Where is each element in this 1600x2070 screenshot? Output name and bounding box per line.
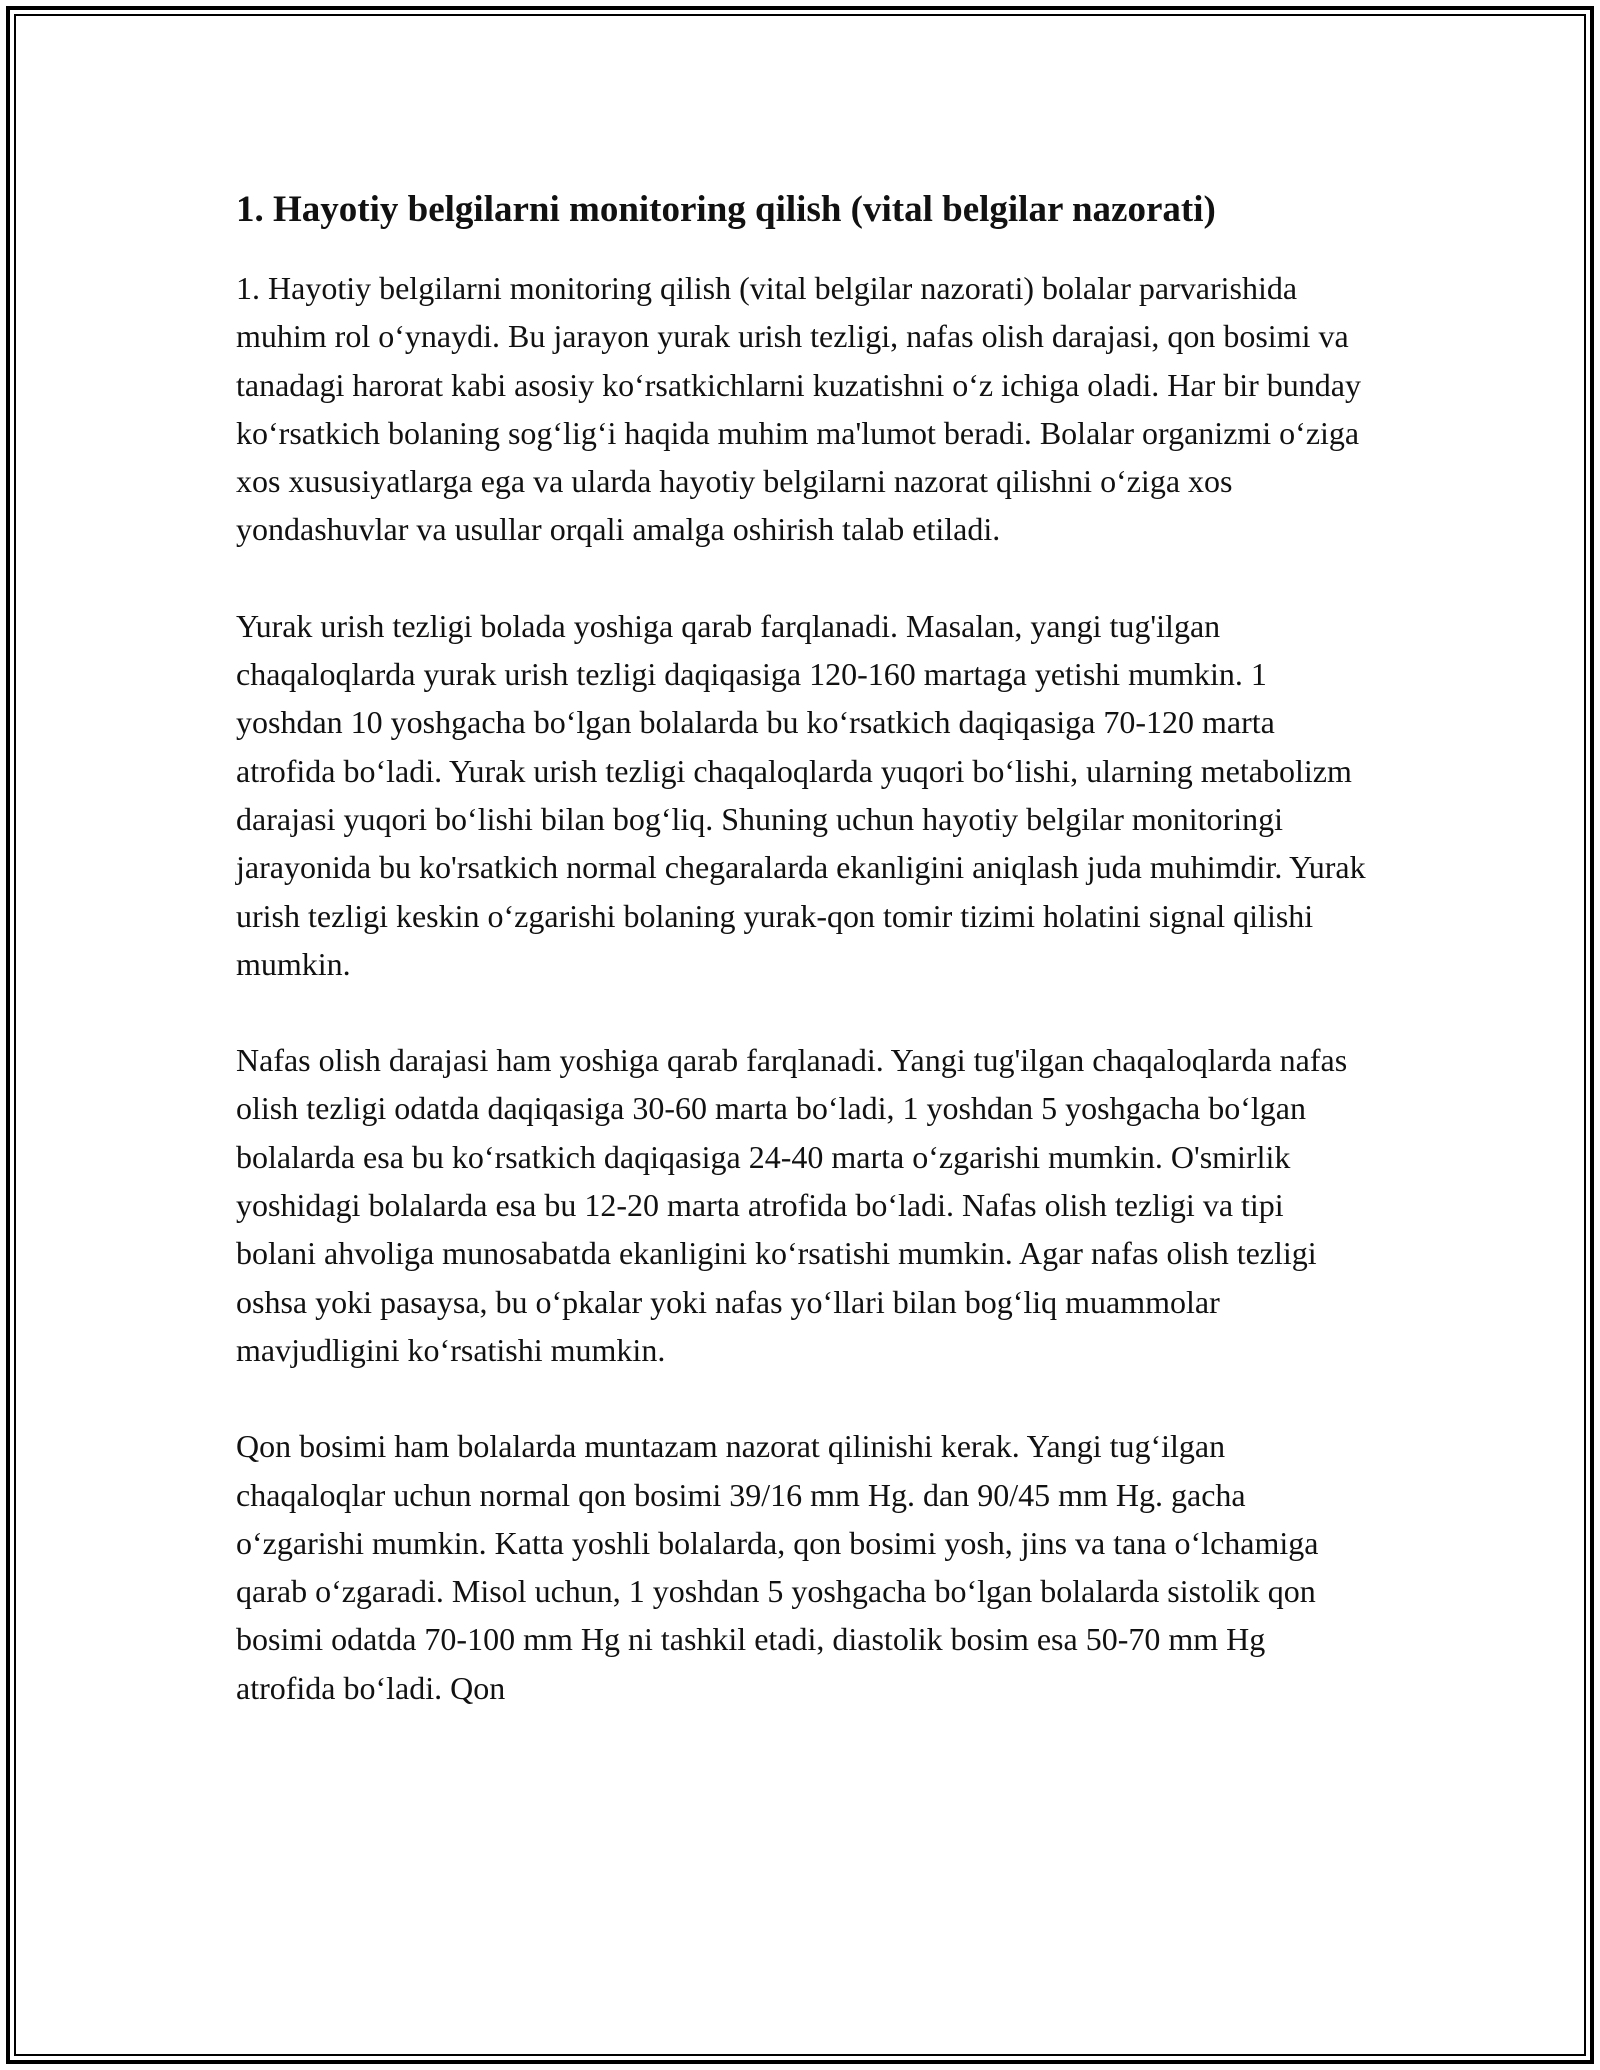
paragraph-respiratory-rate: Nafas olish darajasi ham yoshiga qarab farqlanadi. Yangi tug'ilgan chaqaloqlarda nafas olish tezligi odatda daqiqasiga 30-60 marta bo‘ladi, 1 yoshdan 5 yoshgacha bo‘lgan bolalarda esa bu ko‘rsatkich daqiqasiga 24-40 marta o‘zgarishi mumkin. O'smirlik yoshidagi bolalarda esa bu 12-20 marta atrofida bo‘ladi. Nafas olish tezligi va tipi bolani ahvoliga munosabatda ekanligini ko‘rsatishi mumkin. Agar nafas olish tezligi oshsa yoki pasaysa, bu o‘pkalar yoki nafas yo‘llari bilan bog‘liq muammolar mavjudligini ko‘rsatishi mumkin. bbox=[236, 1042, 1348, 1368]
document-body bbox=[236, 186, 1366, 1760]
section-heading: 1. Hayotiy belgilarni monitoring qilish (vital belgilar nazorati) bbox=[236, 189, 1216, 230]
paragraph-blood-pressure: Qon bosimi ham bolalarda muntazam nazorat qilinishi kerak. Yangi tug‘ilgan chaqaloqlar uchun normal qon bosimi 39/16 mm Hg. dan 90/45 mm Hg. gacha o‘zgarishi mumkin. Katta yoshli bolalarda, qon bosimi yosh, jins va tana o‘lchamiga qarab o‘zgaradi. Misol uchun, 1 yoshdan 5 yoshgacha bo‘lgan bolalarda sistolik qon bosimi odatda 70-100 mm Hg ni tashkil etadi, diastolik bosim esa 50-70 mm Hg atrofida bo‘ladi. Qon bbox=[236, 1428, 1319, 1706]
paragraph-intro: 1. Hayotiy belgilarni monitoring qilish (vital belgilar nazorati) bolalar parvarishida muhim rol o‘ynaydi. Bu jarayon yurak urish tezligi, nafas olish darajasi, qon bosimi va tanadagi harorat kabi asosiy ko‘rsatkichlarni kuzatishni o‘z ichiga oladi. Har bir bunday ko‘rsatkich bolaning sog‘lig‘i haqida muhim ma'lumot beradi. Bolalar organizmi o‘ziga xos xususiyatlarga ega va ularda hayotiy belgilarni nazorat qilishni o‘ziga xos yondashuvlar va usullar orqali amalga oshirish talab etiladi. bbox=[236, 270, 1361, 548]
paragraph-heart-rate: Yurak urish tezligi bolada yoshiga qarab farqlanadi. Masalan, yangi tug'ilgan chaqaloqlarda yurak urish tezligi daqiqasiga 120-160 martaga yetishi mumkin. 1 yoshdan 10 yoshgacha bo‘lgan bolalarda bu ko‘rsatkich daqiqasiga 70-120 marta atrofida bo‘ladi. Yurak urish tezligi chaqaloqlarda yuqori bo‘lishi, ularning metabolizm darajasi yuqori bo‘lishi bilan bog‘liq. Shuning uchun hayotiy belgilar monitoringi jarayonida bu ko'rsatkich normal chegaralarda ekanligini aniqlash juda muhimdir. Yurak urish tezligi keskin o‘zgarishi bolaning yurak-qon tomir tizimi holatini signal qilishi mumkin. bbox=[236, 607, 1366, 982]
